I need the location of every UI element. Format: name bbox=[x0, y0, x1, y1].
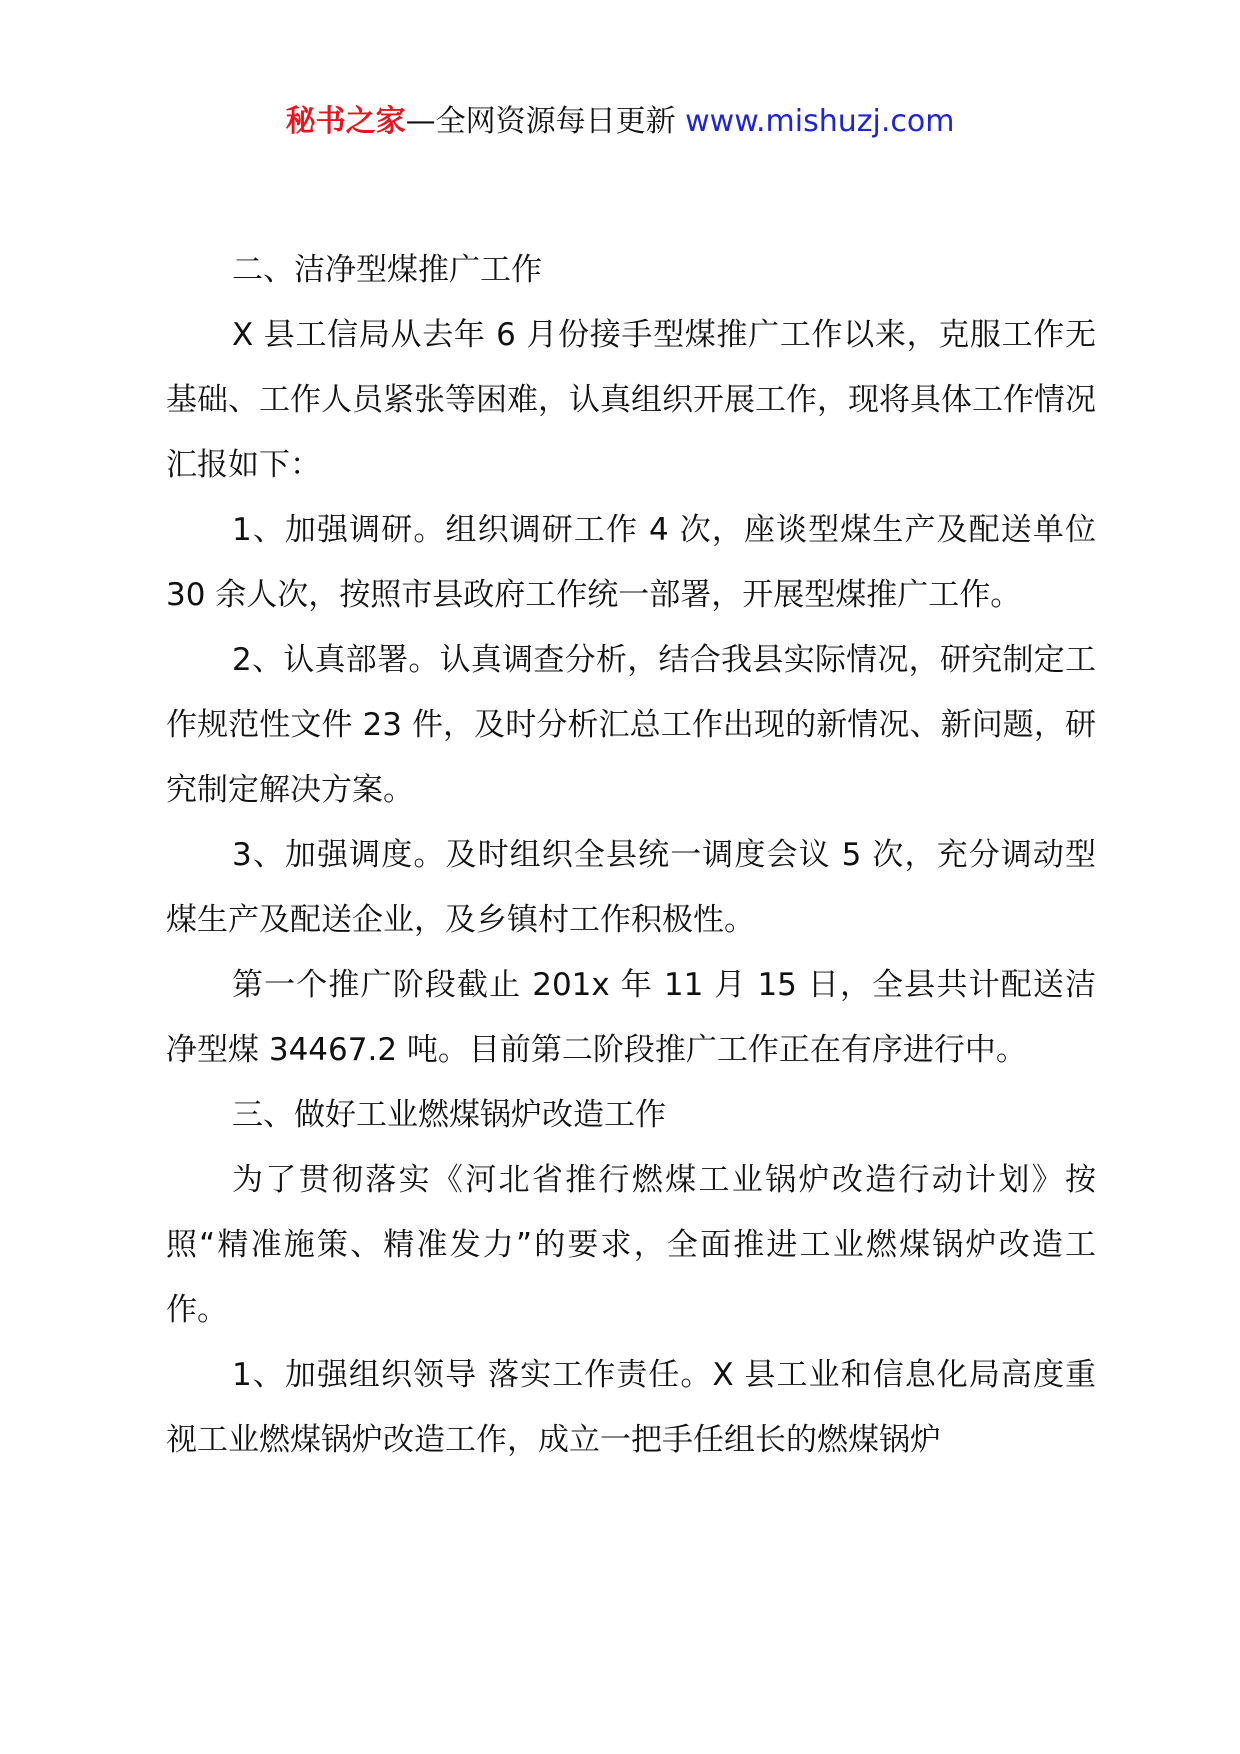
paragraph-item-leadership: 1、加强组织领导 落实工作责任。X 县工业和信息化局高度重视工业燃煤锅炉改造工作，成立一把手任组长的燃煤锅炉 bbox=[166, 1357, 1096, 1458]
paragraph-intro: X 县工信局从去年 6 月份接手型煤推广工作以来，克服工作无基础、工作人员紧张等困难，认真组织开展工作，现将具体工作情况汇报如下： bbox=[166, 317, 1096, 483]
section-heading-boiler: 三、做好工业燃煤锅炉改造工作 bbox=[232, 1097, 666, 1133]
paragraph-item-deployment: 2、认真部署。认真调查分析，结合我县实际情况，研究制定工作规范性文件 23 件，及时分析汇总工作出现的新情况、新问题，研究制定解决方案。 bbox=[166, 642, 1096, 808]
section-heading-clean-coal: 二、洁净型煤推广工作 bbox=[232, 252, 542, 288]
document-body bbox=[166, 238, 1096, 1473]
brand-name: 秘书之家 bbox=[285, 104, 406, 139]
paragraph-boiler-intro: 为了贯彻落实《河北省推行燃煤工业锅炉改造行动计划》按照“精准施策、精准发力”的要求，全面推进工业燃煤锅炉改造工作。 bbox=[166, 1162, 1096, 1328]
paragraph-stage-summary: 第一个推广阶段截止 201x 年 11 月 15 日，全县共计配送洁净型煤 34467.2 吨。目前第二阶段推广工作正在有序进行中。 bbox=[166, 967, 1096, 1068]
page-header bbox=[0, 100, 1240, 144]
paragraph-item-research: 1、加强调研。组织调研工作 4 次，座谈型煤生产及配送单位 30 余人次，按照市县政府工作统一部署，开展型煤推广工作。 bbox=[166, 512, 1096, 613]
header-tagline: —全网资源每日更新 bbox=[405, 104, 676, 139]
paragraph-item-scheduling: 3、加强调度。及时组织全县统一调度会议 5 次，充分调动型煤生产及配送企业，及乡镇村工作积极性。 bbox=[166, 837, 1096, 938]
website-link[interactable]: www.mishuzj.com bbox=[685, 104, 955, 139]
